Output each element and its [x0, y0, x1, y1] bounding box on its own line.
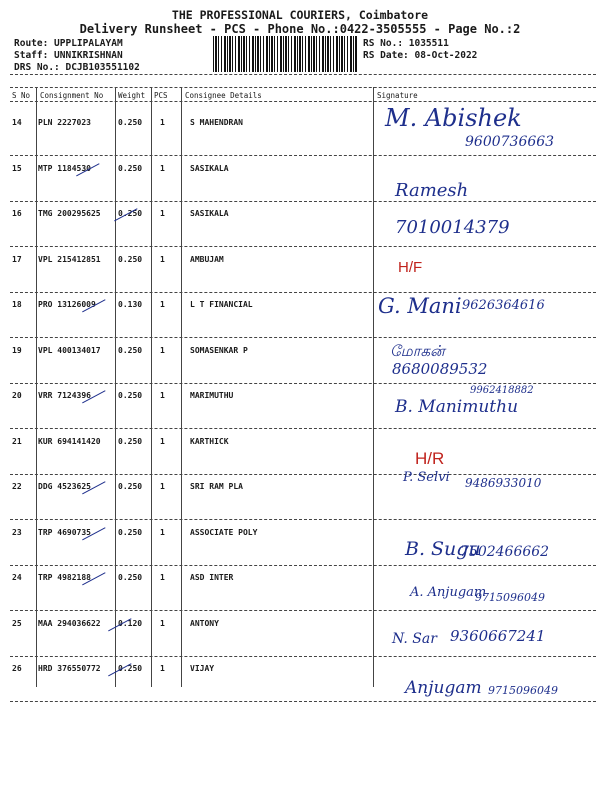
cell-pcs: 1 — [160, 573, 165, 582]
cell-sno: 19 — [12, 345, 22, 355]
cell-sno: 21 — [12, 436, 22, 446]
cell-pcs: 1 — [160, 300, 165, 309]
staff-label: Staff: UNNIKRISHNAN — [14, 50, 123, 61]
signature-phone: 8680089532 — [392, 359, 488, 378]
cell-sno: 14 — [12, 118, 22, 127]
cell-consignee: VIJAY — [190, 664, 215, 673]
header-divider — [10, 74, 596, 75]
signature-text: 7010014379 — [395, 217, 510, 238]
column-divider — [115, 87, 116, 687]
signature-text: Anjugam — [405, 678, 482, 698]
rs-number: RS No.: 1035511 — [363, 38, 449, 49]
cell-pcs: 1 — [160, 527, 165, 537]
cell-consignee: SASIKALA — [190, 209, 229, 218]
cell-consignee: L T FINANCIAL — [190, 300, 253, 309]
signature-phone: 9962418882 — [470, 385, 534, 396]
cell-consignment: TRP 4690735 — [38, 527, 91, 537]
cell-sno: 25 — [12, 618, 22, 628]
cell-sno: 22 — [12, 482, 22, 491]
signature-text: B. Sugu — [405, 537, 481, 560]
cell-consignee: S MAHENDRAN — [190, 118, 243, 127]
cell-consignee: SASIKALA — [190, 163, 229, 173]
cell-consignee: AMBUJAM — [190, 254, 224, 264]
signature-phone: 9715096049 — [475, 591, 545, 604]
signature-text: H/R — [415, 448, 445, 468]
cell-consignment: PRO 13126009 — [38, 300, 96, 309]
signature-phone: 9715096049 — [488, 684, 558, 697]
signature-phone: 7502466662 — [460, 543, 550, 560]
cell-weight: 0.250 — [118, 573, 143, 582]
cell-pcs: 1 — [160, 163, 165, 173]
cell-pcs: 1 — [160, 618, 165, 628]
col-consignee: Consignee Details — [185, 91, 262, 100]
signature-phone: 9600736663 — [465, 134, 555, 150]
signature-phone: 9360667241 — [450, 626, 546, 645]
cell-consignment: MAA 294036622 — [38, 618, 101, 628]
col-weight: Weight — [118, 91, 146, 100]
signature-text: A. Anjugam — [410, 585, 487, 600]
cell-pcs: 1 — [160, 664, 165, 673]
cell-weight: 0.250 — [118, 391, 143, 400]
cell-consignment: VRR 7124396 — [38, 391, 91, 400]
cell-pcs: 1 — [160, 118, 165, 127]
cell-consignment: VPL 215412851 — [38, 254, 101, 264]
col-consignment: Consignment No — [40, 91, 104, 100]
cell-sno: 20 — [12, 391, 22, 400]
runsheet-title: Delivery Runsheet - PCS - Phone No.:0422-3505555 - Page No.:2 — [79, 22, 521, 36]
row-divider — [10, 246, 596, 247]
cell-consignment: TMG 200295625 — [38, 209, 101, 218]
column-divider — [151, 87, 152, 687]
cell-pcs: 1 — [160, 436, 165, 446]
cell-consignee: MARIMUTHU — [190, 391, 234, 400]
cell-consignment: VPL 400134017 — [38, 345, 101, 355]
cell-pcs: 1 — [160, 345, 165, 355]
row-divider — [10, 610, 596, 611]
table-top-border — [10, 87, 596, 88]
cell-sno: 23 — [12, 527, 22, 537]
row-divider — [10, 201, 596, 202]
cell-sno: 26 — [12, 664, 22, 673]
col-pcs: PCS — [154, 91, 168, 100]
route-label: Route: UPPLIPALAYAM — [14, 38, 123, 49]
column-divider — [181, 87, 182, 687]
cell-sno: 16 — [12, 209, 22, 218]
cell-consignee: KARTHICK — [190, 436, 229, 446]
signature-text: B. Manimuthu — [395, 397, 519, 417]
cell-consignee: ANTONY — [190, 618, 219, 628]
cell-pcs: 1 — [160, 482, 165, 491]
cell-consignment: TRP 4982188 — [38, 573, 91, 582]
cell-weight: 0.250 — [118, 436, 143, 446]
cell-weight: 0.250 — [118, 345, 143, 355]
row-divider — [10, 656, 596, 657]
cell-consignment: PLN 2227023 — [38, 118, 91, 127]
signature-phone: 9486933010 — [465, 476, 542, 490]
cell-consignment: MTP 1184530 — [38, 163, 91, 173]
column-header-border — [10, 101, 596, 102]
cell-weight: 0.130 — [118, 300, 143, 309]
cell-consignment: HRD 376550772 — [38, 664, 101, 673]
cell-sno: 18 — [12, 300, 22, 309]
cell-consignee: SRI RAM PLA — [190, 482, 243, 491]
cell-weight: 0.250 — [118, 163, 143, 173]
signature-text: G. Mani — [378, 294, 462, 318]
company-title: THE PROFESSIONAL COURIERS, Coimbatore — [171, 8, 429, 22]
cell-weight: 0.250 — [118, 118, 143, 127]
cell-pcs: 1 — [160, 209, 165, 218]
cell-sno: 15 — [12, 163, 22, 173]
cell-weight: 0.250 — [118, 664, 143, 673]
cell-pcs: 1 — [160, 254, 165, 264]
signature-text: N. Sar — [392, 630, 437, 647]
cell-consignee: ASD INTER — [190, 573, 234, 582]
cell-consignee: SOMASENKAR P — [190, 345, 248, 355]
barcode-image — [213, 36, 357, 72]
signature-text: Ramesh — [395, 179, 469, 201]
cell-weight: 0.250 — [118, 482, 143, 491]
signature-phone: 9626364616 — [462, 298, 545, 313]
col-signature: Signature — [377, 91, 418, 100]
cell-consignment: KUR 694141420 — [38, 436, 101, 446]
signature-text: மோகன் — [390, 341, 445, 360]
column-divider — [373, 87, 374, 687]
row-divider — [10, 155, 596, 156]
cell-sno: 17 — [12, 254, 22, 264]
row-divider — [10, 701, 596, 702]
cell-pcs: 1 — [160, 391, 165, 400]
cell-weight: 0.120 — [118, 618, 143, 628]
signature-text: P. Selvi — [403, 470, 450, 485]
cell-consignment: DDG 4523625 — [38, 482, 91, 491]
signature-text: M. Abishek — [385, 104, 522, 132]
column-divider — [36, 87, 37, 687]
cell-weight: 0.250 — [118, 254, 143, 264]
row-divider — [10, 428, 596, 429]
cell-weight: 0.250 — [118, 209, 143, 218]
cell-weight: 0.250 — [118, 527, 143, 537]
drs-number: DRS No.: DCJB103551102 — [14, 62, 140, 73]
col-sno: S No — [12, 91, 31, 100]
row-divider — [10, 337, 596, 338]
rs-date: RS Date: 08-Oct-2022 — [363, 50, 478, 61]
cell-consignee: ASSOCIATE POLY — [190, 527, 258, 537]
signature-text: H/F — [398, 258, 423, 276]
cell-sno: 24 — [12, 573, 22, 582]
